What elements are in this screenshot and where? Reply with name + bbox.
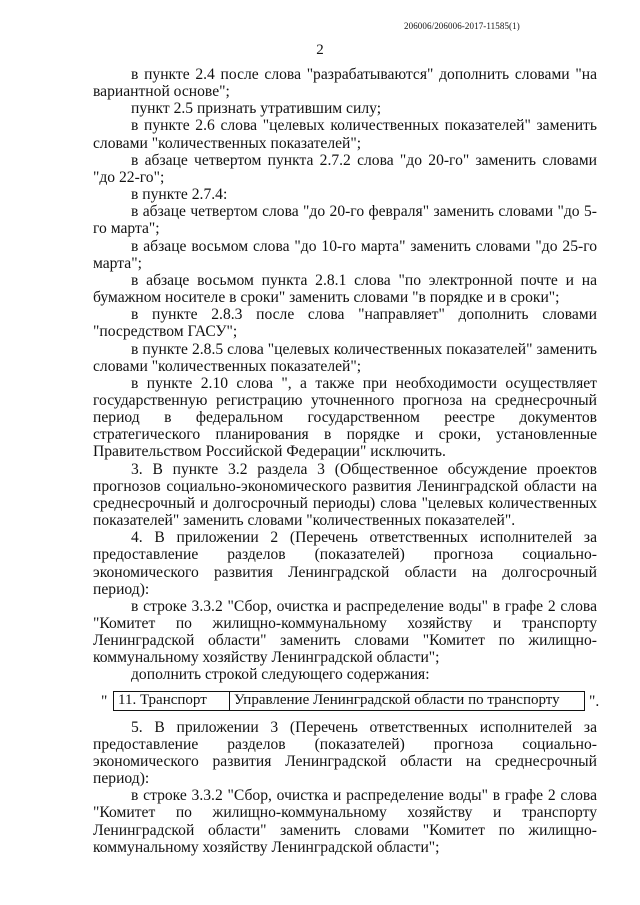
paragraph: пункт 2.5 признать утратившим силу; bbox=[131, 100, 382, 118]
paragraph: в абзаце четвертом пункта 2.7.2 слова "до 20-го" заменить словами "до 22-го"; bbox=[93, 151, 597, 186]
paragraph: в строке 3.3.2 "Сбор, очистка и распределение воды" в графе 2 слова "Комитет по жилищно-коммунальному хозяйству и транспорту Ленинградской области" заменить словами "Комитет по жилищно-коммунальному хозяйству Ленинградской области"; bbox=[93, 597, 597, 667]
inserted-row-table bbox=[113, 691, 585, 711]
paragraph: 5. В приложении 3 (Перечень ответственных исполнителей за предоставление разделов (показателей) прогноза социально-экономического развития Ленинградской области на среднесрочный период): bbox=[93, 718, 597, 788]
paragraph: в пункте 2.6 слова "целевых количественных показателей" заменить словами "количественных показателей"; bbox=[93, 117, 597, 152]
paragraph: 3. В пункте 3.2 раздела 3 (Общественное обсуждение проектов прогнозов социально-экономического развития Ленинградской области на среднесрочный и долгосрочный периоды) слова "целевых количественных показателей" заменить словами "количественных показателей". bbox=[93, 460, 597, 530]
document-id: 206006/206006-2017-11585(1) bbox=[404, 21, 520, 31]
open-quote: " bbox=[101, 692, 108, 710]
paragraph: в пункте 2.7.4: bbox=[131, 186, 228, 204]
table-cell-section: 11. Транспорт bbox=[114, 691, 230, 710]
paragraph: в абзаце четвертом слова "до 20-го февраля" заменить словами "до 5-го марта"; bbox=[93, 203, 597, 238]
paragraph: 4. В приложении 2 (Перечень ответственных исполнителей за предоставление разделов (показателей) прогноза социально-экономического развития Ленинградской области на долгосрочный период): bbox=[93, 529, 597, 598]
paragraph: в пункте 2.8.3 после слова "направляет" дополнить словами "посредством ГАСУ"; bbox=[93, 306, 597, 341]
paragraph: дополнить строкой следующего содержания: bbox=[131, 666, 430, 684]
table-row bbox=[114, 691, 585, 710]
paragraph: в пункте 2.4 после слова "разрабатываются" дополнить словами "на вариантной основе"; bbox=[93, 66, 597, 101]
paragraph: в абзаце восьмом слова "до 10-го марта" заменить словами "до 25-го марта"; bbox=[93, 237, 597, 272]
paragraph: в пункте 2.10 слова ", а также при необходимости осуществляет государственную регистрацию уточненного прогноза на среднесрочный период в федеральном государственном реестре документов стратегического планирования в порядке и сроки, установленные Правительством Российской Федерации" исключить. bbox=[93, 374, 597, 461]
paragraph: в абзаце восьмом пункта 2.8.1 слова "по электронной почте и на бумажном носителе в сроки" заменить словами "в порядке и в сроки"; bbox=[93, 271, 597, 307]
paragraph: в пункте 2.8.5 слова "целевых количественных показателей" заменить словами "количественных показателей"; bbox=[93, 340, 597, 375]
inserted-row-block bbox=[93, 686, 600, 719]
page-number: 2 bbox=[316, 42, 324, 58]
table-cell-executor: Управление Ленинградской области по транспорту bbox=[230, 691, 585, 710]
close-quote: ". bbox=[589, 692, 600, 710]
paragraph: в строке 3.3.2 "Сбор, очистка и распределение воды" в графе 2 слова "Комитет по жилищно-коммунальному хозяйству и транспорту Ленинградской области" заменить словами "Комитет по жилищно-коммунальному хозяйству Ленинградской области"; bbox=[93, 787, 597, 856]
document-body bbox=[93, 66, 600, 856]
